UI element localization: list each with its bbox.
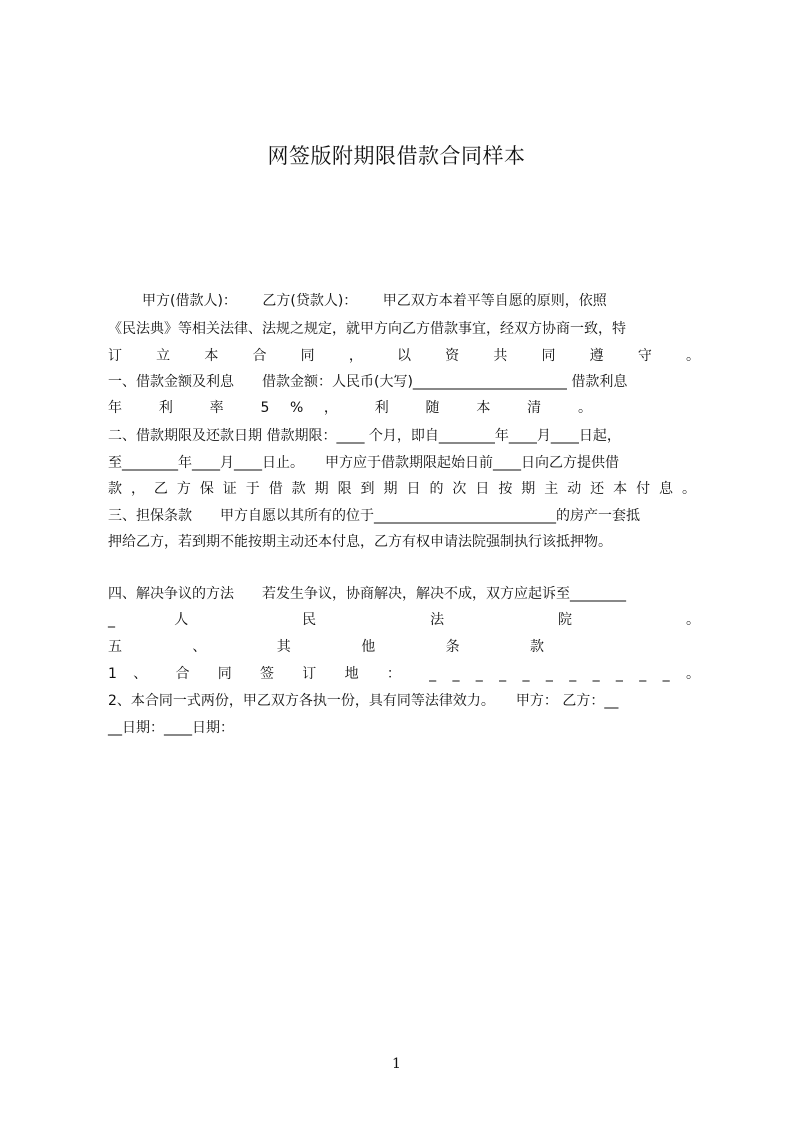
paragraph-line-6: 二、借款期限及还款日期 借款期限：____ 个月，即自________年____月____日起， (108, 428, 621, 444)
paragraph-line-11: 四、解决争议的方法 若发生争议，协商解决，解决不成，双方应起诉至________ (108, 586, 626, 602)
paragraph-line-7: 至________年____月____日止。 甲方应于借款期限起始日前____日向乙方提供借 (108, 455, 619, 471)
paragraph-line-5: 年 利 率 5 % ， 利 随 本 清 。 (108, 400, 592, 416)
paragraph-line-2: 《民法典》等相关法律、法规之规定，就甲方向乙方借款事宜，经双方协商一致，特 (108, 321, 626, 337)
document-title: 网签版附期限借款合同样本 (267, 144, 526, 168)
paragraph-line-10: 押给乙方，若到期不能按期主动还本付息，乙方有权申请法院强制执行该抵押物。 (108, 534, 612, 550)
paragraph-line-14: 1 、 合 同 签 订 地 ： _ _ _ _ _ _ _ _ _ _ _ 。 (108, 666, 700, 682)
paragraph-line-13: 五 、 其 他 条 款 (108, 639, 544, 655)
page-number: 1 (392, 1056, 401, 1072)
paragraph-line-12: _ 人 民 法 院 。 (108, 612, 700, 628)
paragraph-line-1: 甲方(借款人)： 乙方(贷款人)： 甲乙双方本着平等自愿的原则，依照 (142, 293, 607, 309)
paragraph-line-3: 订 立 本 合 同 ， 以 资 共 同 遵 守 。 (108, 348, 700, 364)
paragraph-line-15: 2、本合同一式两份，甲乙双方各执一份，具有同等法律效力。 甲方： 乙方：__ (108, 693, 619, 709)
paragraph-line-16: __日期：____日期： (108, 720, 234, 736)
paragraph-line-9: 三、担保条款 甲方自愿以其所有的位于__________________________的房产一套抵 (108, 508, 640, 524)
paragraph-line-8: 款，乙方保证于借款期限到期日的次日按期主动还本付息。 (108, 481, 700, 497)
paragraph-line-4: 一、借款金额及利息 借款金额：人民币(大写)______________________ 借款利息 (108, 374, 628, 390)
